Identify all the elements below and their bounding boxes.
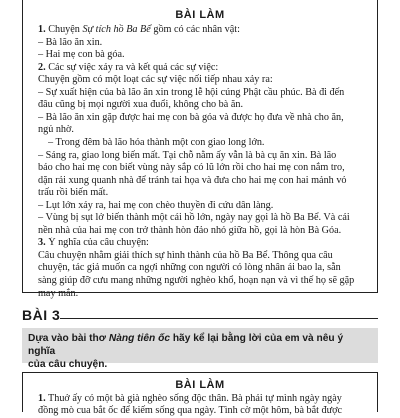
answer-1-line [38, 237, 364, 250]
line-text: dặn rải xung quanh nhà để tránh tai họa và đưa cho hai mẹ con hai mảnh vỏ [38, 174, 347, 186]
exercise-3-title: BÀI 3 [22, 307, 61, 323]
answer-1-line [38, 150, 364, 163]
line-text: trấu rồi biến mất. [38, 187, 109, 199]
line-text: – Trong đêm bà lão hóa thành một con giao long lớn. [48, 136, 265, 148]
story-title: Sự tích hồ Ba Bể [82, 24, 151, 35]
line-text: gồm có các nhân vật: [150, 24, 240, 35]
poem-title: Nàng tiên ốc [108, 333, 170, 344]
prompt-text-end: hãy kể lại bằng lời của em và nêu ý nghĩa [28, 333, 344, 357]
answer-3-num: 1. [38, 393, 46, 404]
answer-1-line [38, 200, 364, 213]
item-number: 3. [38, 237, 46, 249]
answer-3-text-1: Thuở ấy có một bà già nghèo sống độc thân. Bà phải tự mình ngày ngày [45, 393, 342, 404]
line-text: may mắn. [38, 287, 79, 299]
prompt-text-line2: của câu chuyện. [28, 359, 108, 370]
answer-1-line [38, 124, 364, 137]
line-text: Chuyện [45, 24, 83, 35]
line-text: Câu chuyện nhằm giải thích sự hình thành của hồ Ba Bể. Thông qua câu [38, 249, 333, 261]
answer-1-line [48, 137, 374, 150]
answer-1-line [38, 262, 364, 275]
answer-1-line [38, 24, 364, 37]
answer-1-line [38, 87, 364, 100]
answer-heading-3: BÀI LÀM [175, 379, 225, 391]
item-number: 2. [38, 61, 46, 73]
line-text: – Vùng bị sụt lở biến thành một cái hồ lớn, ngày nay gọi là hồ Ba Bể. Và cái [38, 212, 350, 224]
line-text: – Bà lão ăn xin gặp được hai mẹ con bà góa và được họ đưa về nhà cho ăn, [38, 111, 344, 123]
answer-3-line-2: đồng mò cua bắt ốc để kiếm sống qua ngày. Tình cờ một hôm, bà bắt được [38, 405, 343, 416]
answer-1-line [38, 49, 364, 62]
answer-3-line-1 [38, 393, 364, 406]
answer-1-line [38, 275, 364, 288]
line-text: Ý nghĩa của câu chuyện: [45, 237, 149, 249]
line-text: Chuyện gồm có một loạt các sự việc nối tiếp nhau xảy ra: [38, 74, 273, 86]
answer-1-line [38, 250, 364, 263]
line-text: – Hai mẹ con bà góa. [38, 49, 125, 61]
answer-1-line [38, 74, 364, 87]
answer-1-line [38, 212, 364, 225]
answer-1-line [38, 62, 364, 75]
line-text: Các sự việc xảy ra và kết quả các sự việc: [45, 61, 219, 73]
exercise-3-prompt [22, 328, 378, 370]
line-text: ngủ nhờ. [38, 124, 74, 136]
answer-1-line [38, 99, 364, 112]
answer-1-line [38, 187, 364, 200]
prompt-text-start: Dựa vào bài thơ [28, 333, 109, 344]
line-text: nền nhà của hai mẹ con trở thành hòn đảo nhỏ giữa hồ, gọi là hòn Bà Góa. [38, 224, 342, 236]
answer-1-line [38, 225, 364, 238]
line-text: – Bà lão ăn xin. [38, 36, 103, 48]
answer-1-line [38, 175, 364, 188]
item-number: 1. [38, 24, 46, 35]
answer-1-line [38, 37, 364, 50]
answer-1-line [38, 162, 364, 175]
line-text: – Sự xuất hiện của bà lão ăn xin trong lễ hội cúng Phật cầu phúc. Bà đi đến [38, 86, 345, 98]
exercise-3-rule [60, 318, 378, 319]
line-text: đâu cũng bị mọi người xua đuổi, không cho bà ăn. [38, 99, 244, 111]
line-text: – Sáng ra, giao long biến mất. Tại chỗ nằm ấy vẫn là bà cụ ăn xin. Bà lão [38, 149, 337, 161]
line-text: chuyện, tác giả muốn ca ngợi những con người có lòng nhân ái bao la, sẵn [38, 262, 341, 274]
line-text: sàng giúp đỡ cưu mang những người nghèo khổ, hoạn nạn và vì thế họ sẽ gặp [38, 275, 355, 286]
answer-1-line [38, 112, 364, 125]
line-text: báo cho hai mẹ con biết vùng này sắp có lũ lớn rồi cho hai mẹ con nắm tro, [38, 162, 345, 174]
answer-heading-1: BÀI LÀM [175, 9, 225, 21]
answer-1-line [38, 288, 364, 301]
line-text: – Lụt lớn xảy ra, hai mẹ con chèo thuyền đi cứu dân làng. [38, 199, 274, 211]
